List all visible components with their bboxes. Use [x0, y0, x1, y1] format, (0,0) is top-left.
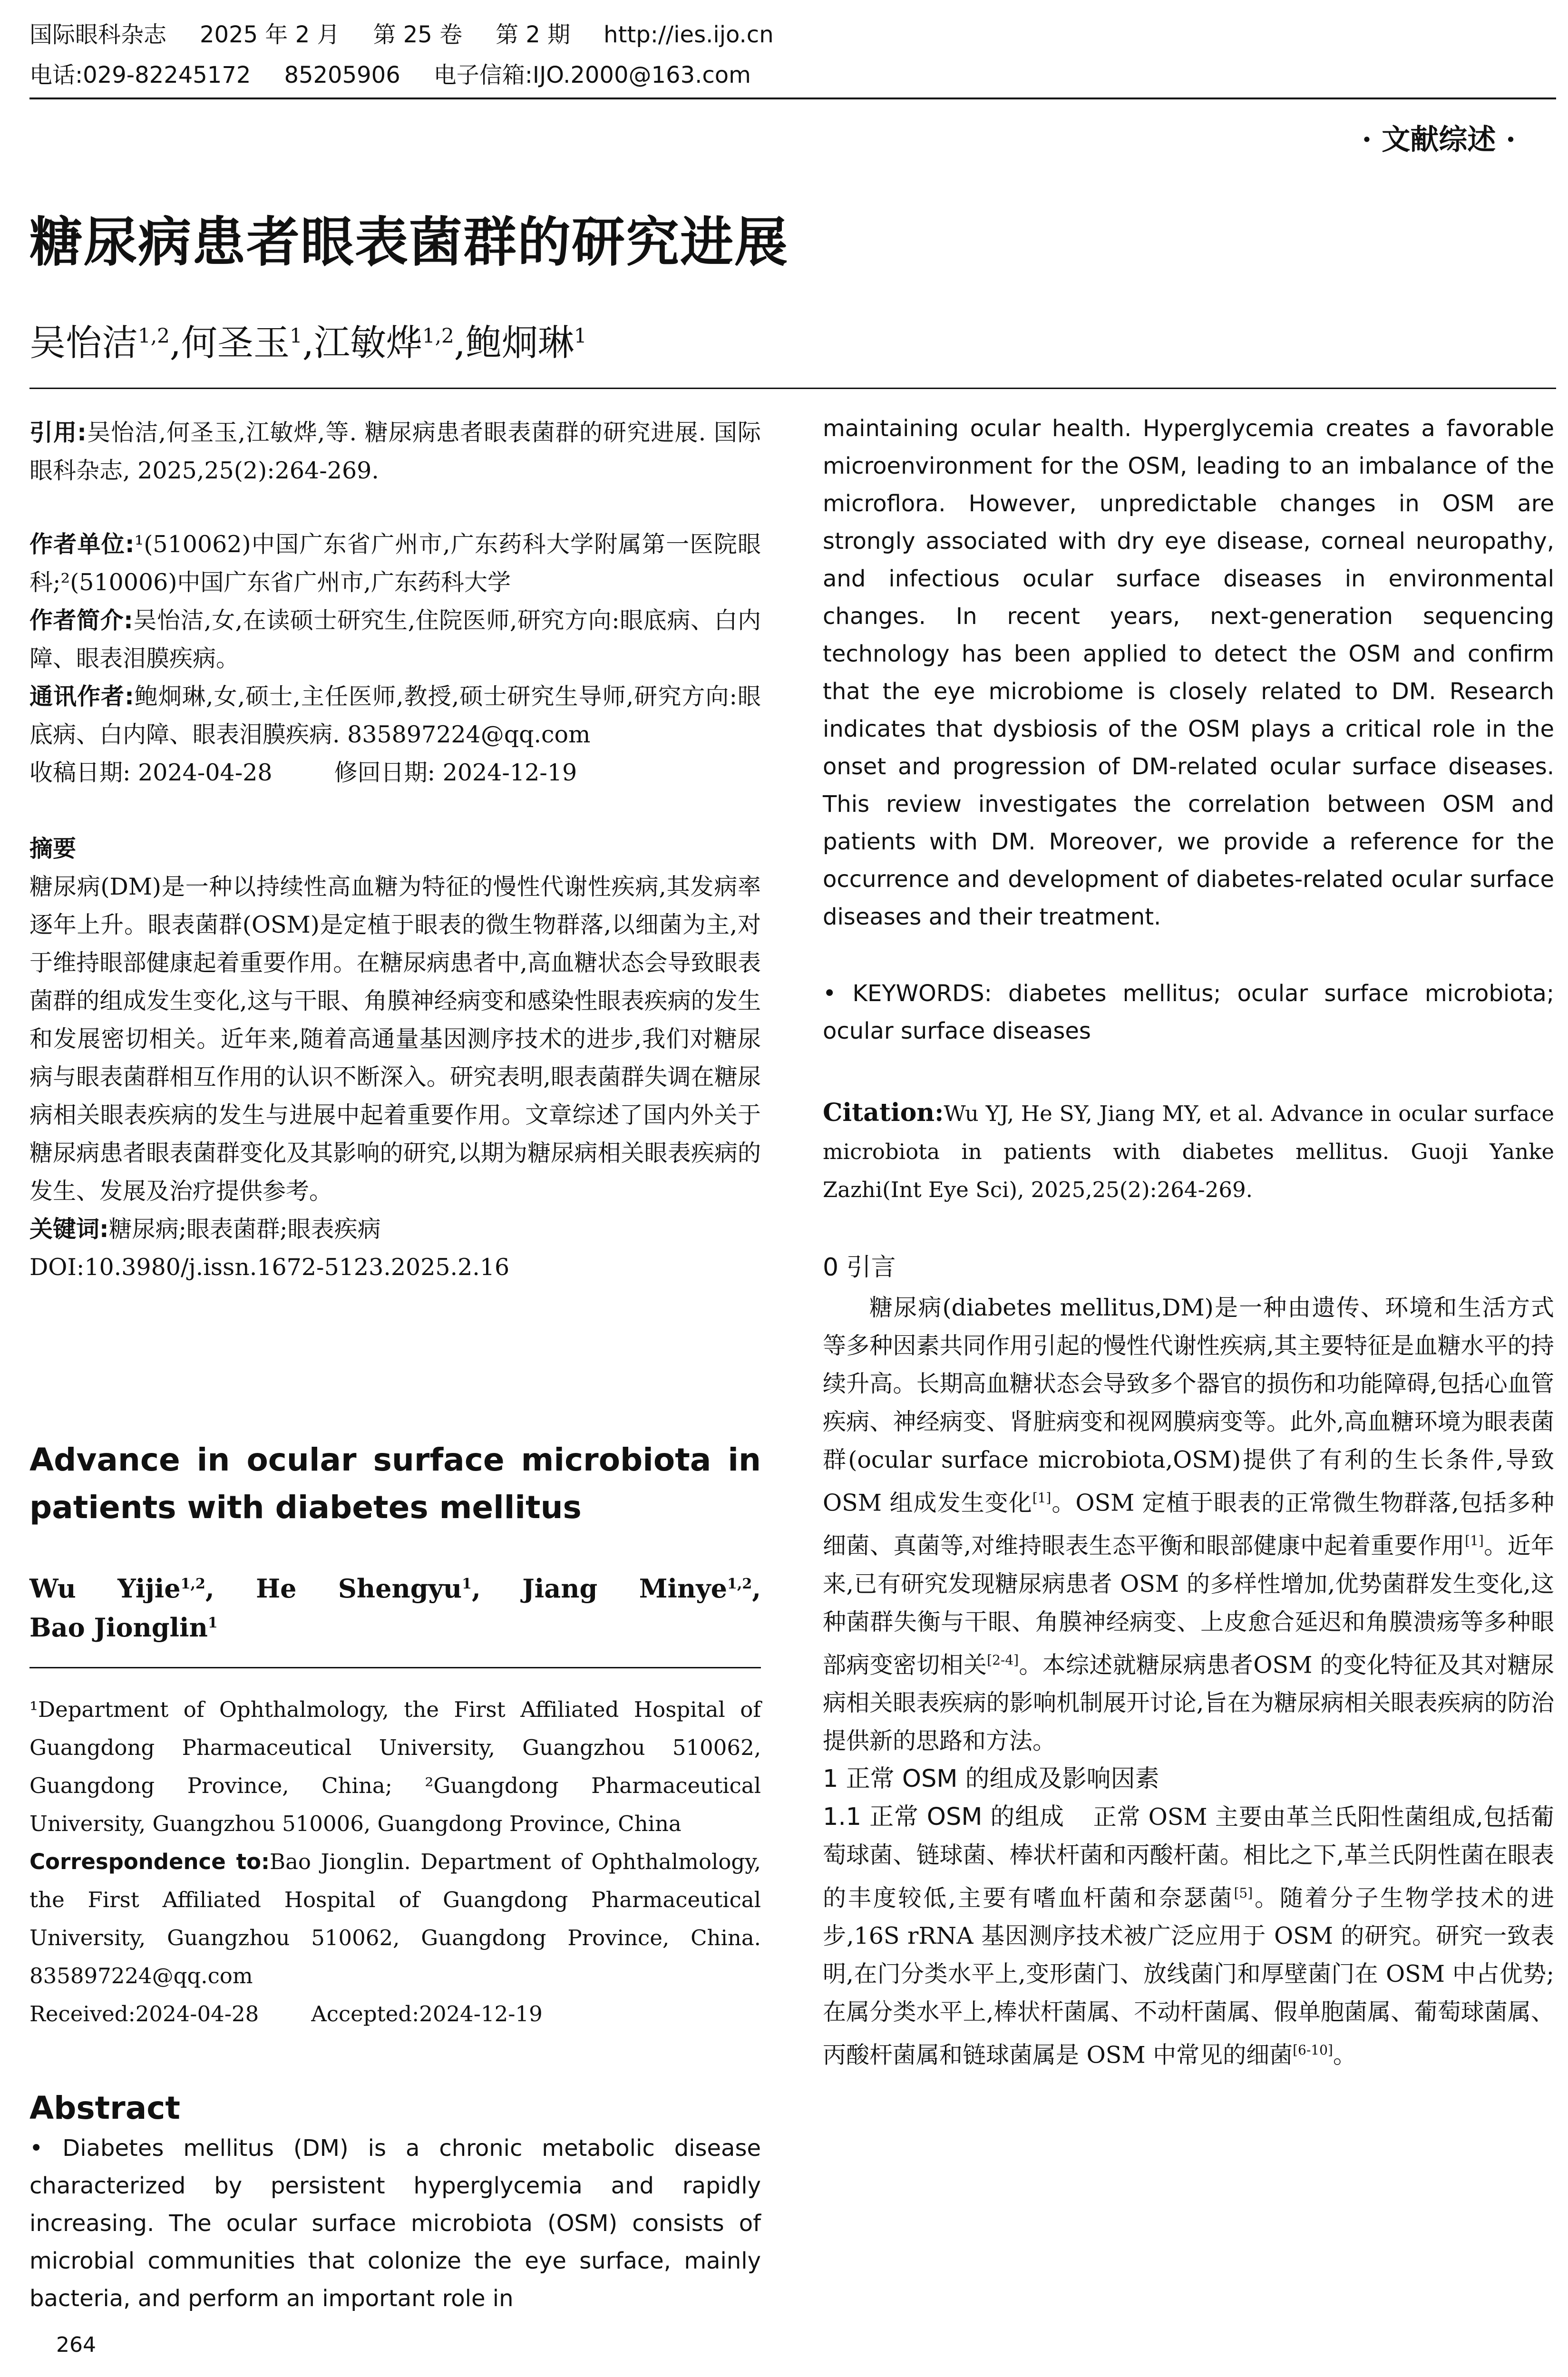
accepted-en: Accepted:2024-12-19	[311, 2001, 543, 2026]
abstract-cn	[29, 868, 761, 1286]
affiliation-en	[29, 1691, 761, 2033]
author-affil-sup: 1,2	[727, 1576, 752, 1592]
correspondence-label: 通讯作者:	[29, 683, 134, 710]
authors-en-rule	[29, 1667, 761, 1668]
phone: 电话:029-82245172	[29, 62, 251, 88]
received-date: 收稿日期: 2024-04-28	[29, 759, 273, 786]
keywords-text: 糖尿病;眼表菌群;眼表疾病	[108, 1216, 381, 1243]
citation-ref[interactable]: [5]	[1234, 1885, 1253, 1901]
title-en: Advance in ocular surface microbiota in patients with diabetes mellitus	[29, 1442, 761, 1526]
author-name: 鲍炯琳	[465, 321, 574, 364]
section1-1-paragraph: 1.1 正常 OSM 的组成 正常 OSM 主要由革兰氏阳性菌组成,包括葡萄球菌、链球菌、棒状杆菌和丙酸杆菌。相比之下,革兰氏阴性菌在眼表的丰度较低,主要有嗜血杆菌和奈瑟菌[5]。随着分子生物学技术的进步,16S rRNA 基因测序技术被广泛应用于 OSM 的研究。研究一致表明,在门分类水平上,变形菌门、放线菌门和厚壁菌门在 OSM 中占优势;在属分类水平上,棒状杆菌属、不动杆菌属、假单胞菌属、葡萄球菌属、丙酸杆菌属和链球菌属是 OSM 中常见的细菌[6-10]。	[823, 1802, 1554, 2069]
author-name-en: Jiang Minye	[522, 1573, 727, 1604]
authors-en: Wu Yijie$^{1,2}$, He Shengyu$^1$, Jiang Minye$^{1,2}$,	[29, 1573, 761, 1604]
correspondence-cn	[29, 678, 761, 754]
intro-body	[823, 1289, 1554, 2075]
authors-cn: 吴怡洁$^{1,2}$,何圣玉$^1$,江敏烨$^{1,2}$,鲍炯琳$^1$	[29, 321, 587, 364]
affiliation-en-text: ¹Department of Ophthalmology, the First Affiliated Hospital of Guangdong Pharmaceutical University, Guangzhou 510062, Guangdong Province, China; ²Guangdong Pharmaceutical University, Guangzhou 510006, Guangdong Province, China	[29, 1697, 761, 1836]
revised-date: 修回日期: 2024-12-19	[334, 759, 577, 786]
keywords-en: • KEYWORDS: diabetes mellitus; ocular surface microbiota; ocular surface diseases	[823, 980, 1554, 1044]
keywords-cn	[29, 1210, 761, 1248]
abstract-en-part1: • Diabetes mellitus (DM) is a chronic metabolic disease characterized by persistent hyperglycemia and rapidly increasing. The ocular surface microbiota (OSM) consists of microbial communities that colonize the eye surface, mainly bacteria, and perform an important role in	[29, 2135, 761, 2312]
citation-cn	[29, 414, 761, 490]
author-affil-sup: 1	[289, 324, 302, 348]
author-affil-sup: 1	[207, 1615, 218, 1631]
author-affil-sup: 1	[574, 324, 587, 348]
citation-ref[interactable]: [2-4]	[987, 1652, 1019, 1668]
volume: 第 25 卷	[373, 21, 463, 48]
keywords-label: 关键词:	[29, 1216, 109, 1243]
section-label: · 文献综述 ·	[1362, 123, 1516, 156]
author-info-block	[29, 526, 761, 792]
affiliation-cn	[29, 526, 761, 602]
abstract-cn-heading: 摘要	[29, 835, 77, 862]
journal-header-line2	[29, 59, 784, 91]
author-affil-sup: 1,2	[138, 324, 170, 348]
author-name-en: He Shengyu	[256, 1573, 462, 1604]
affiliation-text: ¹(510062)中国广东省广州市,广东药科大学附属第一医院眼科;²(510006)中国广东省广州市,广东药科大学	[29, 531, 761, 596]
author-affil-sup: 1	[462, 1576, 472, 1592]
citation-ref[interactable]: [1]	[1465, 1533, 1484, 1549]
phone-2: 85205906	[284, 62, 400, 88]
correspondence-text: 鲍炯琳,女,硕士,主任医师,教授,硕士研究生导师,研究方向:眼底病、白内障、眼表泪膜疾病. 835897224@qq.com	[29, 683, 761, 748]
email[interactable]: 电子信箱:IJO.2000@163.com	[433, 62, 751, 88]
article-title: 糖尿病患者眼表菌群的研究进展	[29, 212, 789, 273]
intro-heading: 0 引言	[823, 1253, 896, 1282]
intro-paragraph: 糖尿病(diabetes mellitus,DM)是一种由遗传、环境和生活方式等多种因素共同作用引起的慢性代谢性疾病,其主要特征是血糖水平的持续升高。长期高血糖状态会导致多个器官的损伤和功能障碍,包括心血管疾病、神经病变、肾脏病变和视网膜病变等。此外,高血糖环境为眼表菌群(ocular surface microbiota,OSM)提供了有利的生长条件,导致 OSM 组成发生变化[1]。OSM 定植于眼表的正常微生物群落,包括多种细菌、真菌等,对维持眼表生态平衡和眼部健康中起着重要作用[1]。近年来,已有研究发现糖尿病患者 OSM 的多样性增加,优势菌群发生变化,这种菌群失衡与干眼、角膜神经病变、上皮愈合延迟和角膜溃疡等多种眼部病变密切相关[2-4]。本综述就糖尿病患者OSM 的变化特征及其对糖尿病相关眼表疾病的影响机制展开讨论,旨在为糖尿病相关眼表疾病的防治提供新的思路和方法。	[823, 1294, 1554, 1754]
issue-number: 第 2 期	[496, 21, 571, 48]
author-affil-sup: 1,2	[422, 324, 454, 348]
section1-heading: 1 正常 OSM 的组成及影响因素	[823, 1764, 1159, 1793]
doi[interactable]: DOI:10.3980/j.issn.1672-5123.2025.2.16	[29, 1254, 510, 1281]
correspondence-en-text: Bao Jionglin. Department of Ophthalmology, the First Affiliated Hospital of Guangdong Pharmaceutical University, Guangzhou 510062, Guangdong Province, China. 835897224@qq.com	[29, 1849, 761, 1988]
citation-text: 吴怡洁,何圣玉,江敏烨,等. 糖尿病患者眼表菌群的研究进展. 国际眼科杂志, 2025,25(2):264-269.	[29, 419, 761, 484]
section1-1-heading: 1.1 正常 OSM 的组成	[823, 1802, 1064, 1831]
journal-header-line1	[29, 19, 807, 50]
received-en: Received:2024-04-28	[29, 2001, 259, 2026]
abstract-en-heading: Abstract	[29, 2090, 180, 2126]
header-rule	[29, 97, 1556, 99]
citation-en	[823, 1094, 1554, 1209]
bio-cn	[29, 602, 761, 678]
abstract-en-part2: maintaining ocular health. Hyperglycemia creates a favorable microenvironment for the OSM, leading to an imbalance of the microflora. However, unpredictable changes in OSM are strongly associated with dry eye disease, corneal neuropathy, and infectious ocular surface diseases in environmental changes. In recent years, next-generation sequencing technology has been applied to detect the OSM and confirm that the eye microbiome is closely related to DM. Research indicates that dysbiosis of the OSM plays a critical role in the onset and progression of DM-related ocular surface diseases. This review investigates the correlation between OSM and patients with DM. Moreover, we provide a reference for the occurrence and development of diabetes-related ocular surface diseases and their treatment.	[823, 415, 1554, 930]
correspondence-en	[29, 1843, 761, 1995]
author-name-en: Wu Yijie	[29, 1573, 181, 1604]
journal-url[interactable]: http://ies.ijo.cn	[604, 21, 774, 48]
citation-ref[interactable]: [6-10]	[1293, 2042, 1333, 2058]
page-number: 264	[56, 2333, 96, 2357]
dates-cn	[29, 754, 761, 792]
citation-ref[interactable]: [1]	[1032, 1490, 1052, 1506]
citation-en-label: Citation:	[823, 1098, 944, 1127]
bio-label: 作者简介:	[29, 607, 133, 634]
dates-en	[29, 1995, 761, 2033]
bio-text: 吴怡洁,女,在读硕士研究生,住院医师,研究方向:眼底病、白内障、眼表泪膜疾病。	[29, 607, 761, 672]
title-rule	[29, 388, 1556, 389]
author-name: 江敏烨	[313, 321, 422, 364]
correspondence-en-label: Correspondence to:	[29, 1849, 270, 1874]
author-name-en: Bao Jionglin	[29, 1612, 208, 1643]
issue-date: 2025 年 2 月	[200, 21, 340, 48]
abstract-cn-text: 糖尿病(DM)是一种以持续性高血糖为特征的慢性代谢性疾病,其发病率逐年上升。眼表菌群(OSM)是定植于眼表的微生物群落,以细菌为主,对于维持眼部健康起着重要作用。在糖尿病患者中,高血糖状态会导致眼表菌群的组成发生变化,这与干眼、角膜神经病变和感染性眼表疾病的发生和发展密切相关。近年来,随着高通量基因测序技术的进步,我们对糖尿病与眼表菌群相互作用的认识不断深入。研究表明,眼表菌群失调在糖尿病相关眼表疾病的发生与进展中起着重要作用。文章综述了国内外关于糖尿病患者眼表菌群变化及其影响的研究,以期为糖尿病相关眼表疾病的发生、发展及治疗提供参考。	[29, 873, 761, 1205]
citation-en-text: Wu YJ, He SY, Jiang MY, et al. Advance in ocular surface microbiota in patients with diabetes mellitus. Guoji Yanke Zazhi(Int Eye Sci), 2025,25(2):264-269.	[823, 1101, 1554, 1202]
author-affil-sup: 1,2	[180, 1576, 205, 1592]
citation-label: 引用:	[29, 419, 87, 446]
author-name: 吴怡洁	[29, 321, 138, 364]
journal-name: 国际眼科杂志	[29, 21, 167, 48]
author-name: 何圣玉	[181, 321, 290, 364]
authors-en-line2	[29, 1604, 761, 1647]
affiliation-label: 作者单位:	[29, 531, 135, 558]
